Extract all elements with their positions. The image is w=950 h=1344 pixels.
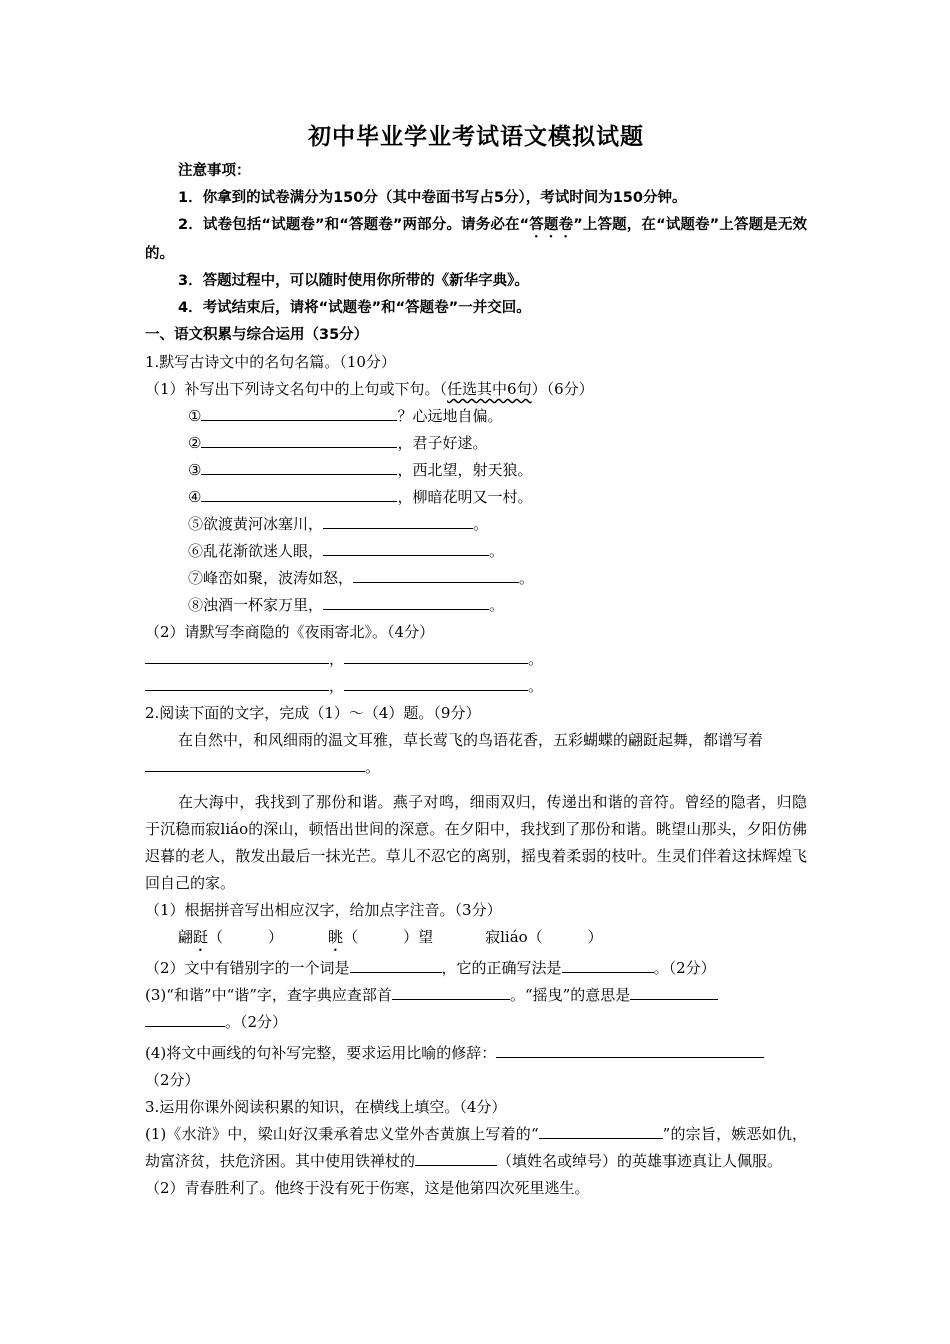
answer-blank[interactable] <box>562 958 654 973</box>
reading-paragraph-1: 在自然中，和风细雨的温文耳雅，草长莺飞的鸟语花香，五彩蝴蝶的翩跹起舞，都谱写着 <box>178 731 764 749</box>
answer-blank[interactable] <box>496 1043 764 1058</box>
question-1-sub1: （1）补写出下列诗文名句中的上句或下句。（任选其中6句）（6分） <box>145 380 594 398</box>
answer-blank[interactable] <box>145 649 329 664</box>
note-item-1: 1．你拿到的试卷满分为150分（其中卷面书写占5分），考试时间为150分钟。 <box>178 190 687 206</box>
answer-blank[interactable] <box>350 958 442 973</box>
poem-line-6: ⑥乱花渐欲迷人眼， 。 <box>188 542 505 560</box>
answer-blank[interactable] <box>145 1012 225 1027</box>
answer-blank[interactable] <box>145 757 365 772</box>
question-2-sub1: （1）根据拼音写出相应汉字，给加点字注音。（3分） <box>145 901 502 919</box>
answer-blank[interactable] <box>392 985 510 1000</box>
answer-blank[interactable] <box>630 985 718 1000</box>
poem-recite-line-1: ， 。 <box>145 646 807 673</box>
poem-line-4: ④ ，柳暗花明又一村。 <box>188 488 533 506</box>
question-2-sub3: (3)“和谐”中“谐”字，查字典应查部首 。“摇曳”的意思是 <box>145 982 807 1009</box>
answer-blank[interactable] <box>323 595 489 610</box>
question-1-stem: 1.默写古诗文中的名句名篇。（10分） <box>145 353 396 371</box>
poem-recite-line-2: ， 。 <box>145 673 807 700</box>
question-2-sub3-cont: 。（2分） <box>145 1009 807 1036</box>
answer-blank[interactable] <box>145 676 329 691</box>
poem-line-3: ③ ，西北望，射天狼。 <box>188 461 533 479</box>
question-3-stem: 3.运用你课外阅读积累的知识，在横线上填空。（4分） <box>145 1098 507 1116</box>
note-item-2: 2．试卷包括“试题卷”和“答题卷”两部分。请务必在“答题卷”上答题，在“试题卷”上答题是无效的。 <box>145 217 807 262</box>
question-3-sub2: （2）青春胜利了。他终于没有死于伤寒，这是他第四次死里逃生。 <box>145 1179 590 1197</box>
question-2-stem: 2.阅读下面的文字，完成（1）～（4）题。（9分） <box>145 704 481 722</box>
note-item-4: 4．考试结束后，请将“试题卷”和“答题卷”一并交回。 <box>178 300 531 316</box>
answer-blank[interactable] <box>323 514 473 529</box>
note-item-3: 3．答题过程中，可以随时使用你所带的《新华字典》。 <box>178 273 529 289</box>
question-2-sub4-score: （2分） <box>145 1071 200 1089</box>
exam-content <box>145 118 807 1202</box>
poem-line-2: ② ，君子好逑。 <box>188 434 488 452</box>
question-2-sub2: （2）文中有错别字的一个词是 ，它的正确写法是 。（2分） <box>145 959 716 977</box>
pinyin-items: 翩跹（ ） 眺（ ）望 寂liáo（ ） <box>178 928 603 946</box>
question-2-sub4: (4)将文中画线的句补写完整，要求运用比喻的修辞： <box>145 1040 807 1067</box>
answer-blank[interactable] <box>201 406 397 421</box>
dotted-character: 眺 <box>328 928 344 946</box>
dotted-character: 跹 <box>193 928 209 946</box>
question-3-sub1: (1)《水浒》中，梁山好汉秉承着忠义堂外杏黄旗上写着的“ ”的宗旨，嫉恶如仇，劫富济贫，扶危济困。其中使用铁禅杖的 （填姓名或绰号）的英雄事迹真让人佩服。 <box>145 1125 808 1170</box>
reading-paragraph-2: 在大海中，我找到了那份和谐。燕子对鸣，细雨双归，传递出和谐的音符。曾经的隐者，归隐于沉稳而寂liáo的深山，顿悟出世间的深意。在夕阳中，我找到了那份和谐。眺望山那头，夕阳仿佛迟暮的老人，散发出最后一抹光芒。草儿不忍它的离别，摇曳着柔弱的枝叶。生灵们伴着这抹辉煌飞回自己的家。 <box>145 793 807 892</box>
answer-blank[interactable] <box>539 1124 663 1139</box>
answer-blank[interactable] <box>353 568 519 583</box>
poem-line-8: ⑧浊酒一杯家万里， 。 <box>188 596 505 614</box>
answer-blank[interactable] <box>344 649 528 664</box>
section-heading: 一、语文积累与综合运用（35分） <box>145 327 369 343</box>
answer-blank[interactable] <box>415 1151 497 1166</box>
answer-blank[interactable] <box>201 460 397 475</box>
poem-line-7: ⑦峰峦如聚，波涛如怒， 。 <box>188 569 535 587</box>
notes-heading: 注意事项： <box>178 163 251 179</box>
answer-blank[interactable] <box>201 433 397 448</box>
reading-paragraph-1-blank: 。 <box>145 754 807 781</box>
wavy-underlined-text: 任选其中6句 <box>447 380 532 398</box>
question-1-sub2: （2）请默写李商隐的《夜雨寄北》。（4分） <box>145 623 435 641</box>
page-title: 初中毕业学业考试语文模拟试题 <box>308 124 644 150</box>
answer-blank[interactable] <box>201 487 397 502</box>
poem-line-5: ⑤欲渡黄河冰塞川， 。 <box>188 515 489 533</box>
emphasized-text: 答题卷 <box>529 217 574 233</box>
answer-blank[interactable] <box>344 676 528 691</box>
poem-line-1: ① ？心远地自偏。 <box>188 407 503 425</box>
answer-blank[interactable] <box>323 541 489 556</box>
